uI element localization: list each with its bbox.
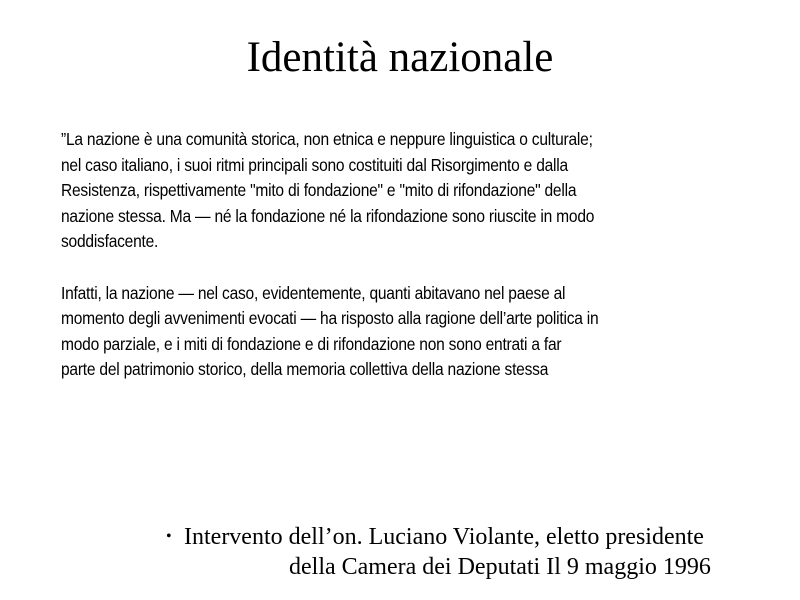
citation-line2-text: della Camera dei Deputati Il 9 maggio 1996 [289, 554, 711, 580]
citation-first-line [166, 522, 704, 552]
bullet-icon: • [166, 528, 172, 545]
quote-paragraph-2: Infatti, la nazione — nel caso, evidentemente, quanti abitavano nel paese al momento degli avvenimenti evocati — ha risposto alla ragione dell’arte politica in modo parziale, e i miti di fondazione e di rifondazione non sono entrati a far parte del patrimonio storico, della memoria collettiva della nazione stessa [61, 282, 599, 380]
quote-paragraph-1: ”La nazione è una comunità storica, non etnica e neppure linguistica o culturale; nel caso italiano, i suoi ritmi principali sono costituiti dal Risorgimento e dalla Resistenza, rispettivamente "mito di fondazione" e "mito di rifondazione" della nazione stessa. Ma — né la fondazione né la rifondazione sono riuscite in modo soddisfacente. [61, 129, 595, 252]
quote-block [61, 127, 727, 383]
slide-title: Identità nazionale [246, 34, 554, 81]
citation-line1-text: Intervento dell’on. Luciano Violante, eletto presidente [184, 524, 704, 550]
